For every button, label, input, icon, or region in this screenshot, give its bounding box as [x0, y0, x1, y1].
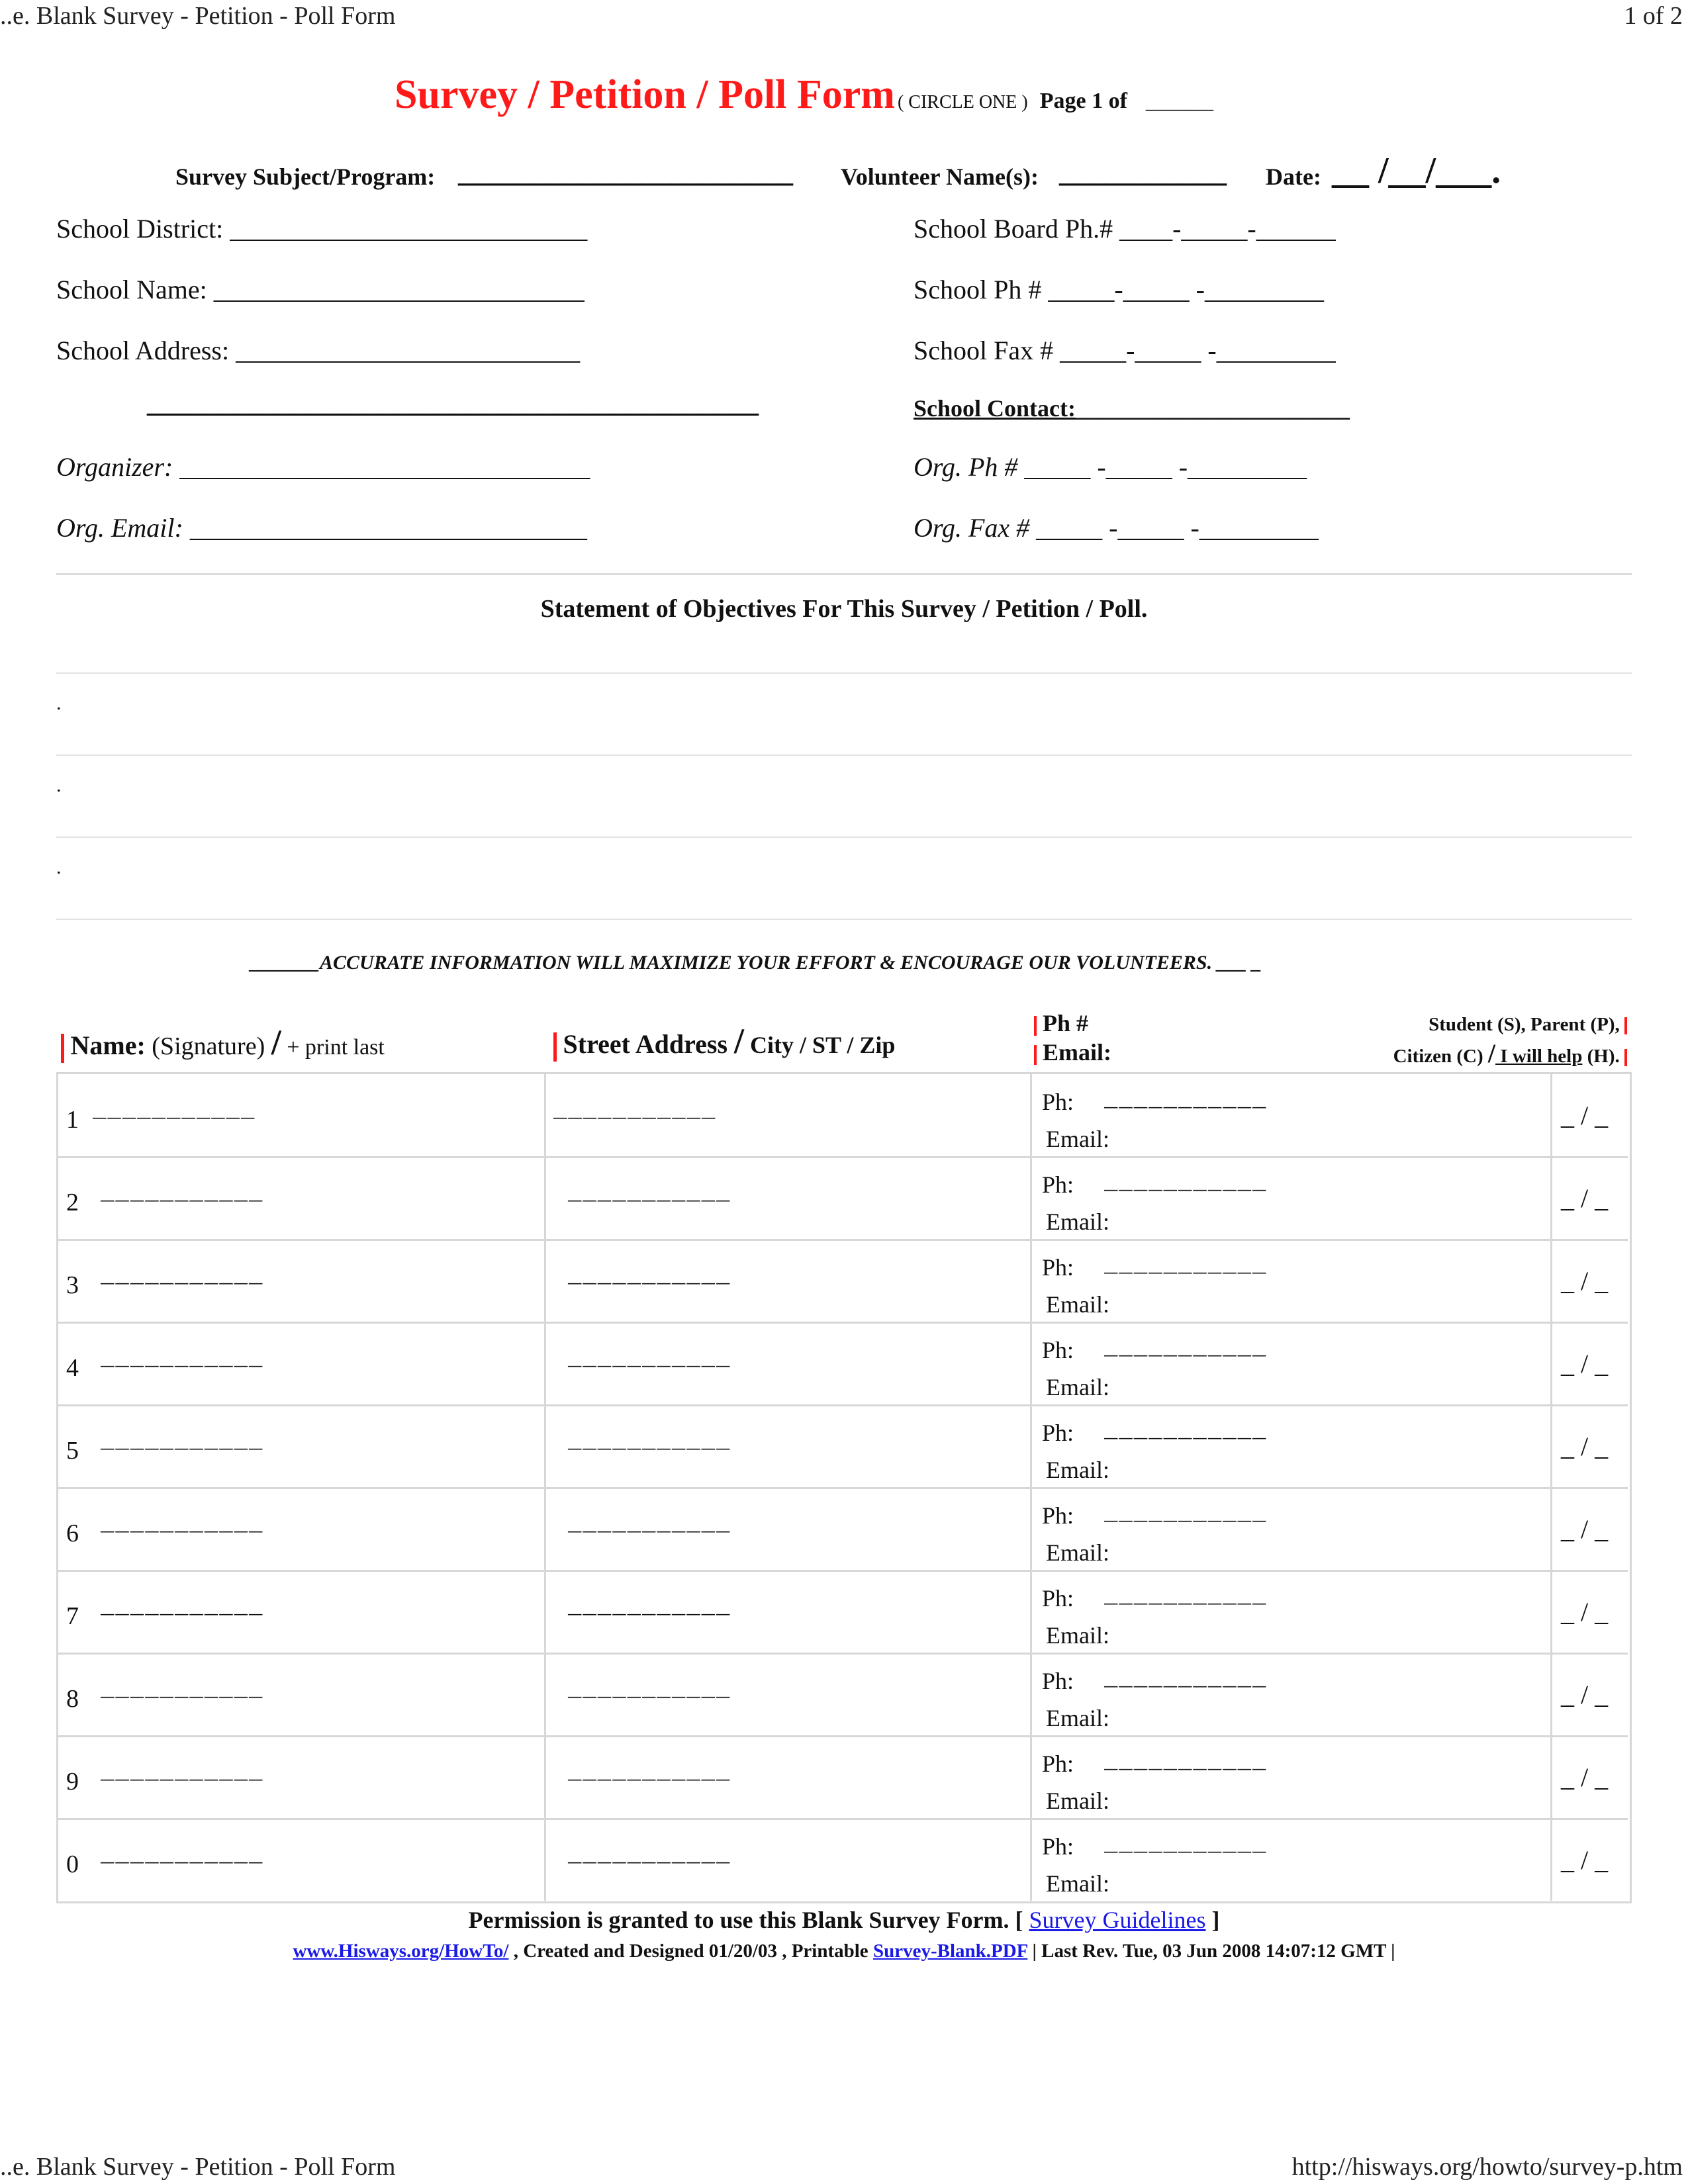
- row-phone-field[interactable]: ___________: [1104, 1750, 1268, 1775]
- row-divider: [58, 1404, 1628, 1406]
- row-number: 0: [66, 1850, 79, 1878]
- row-phone-label: Ph:: [1042, 1833, 1074, 1860]
- row-status-field[interactable]: _ / _: [1561, 1349, 1609, 1379]
- permission-statement: Permission is granted to use this Blank Survey Form. [: [468, 1907, 1029, 1933]
- row-phone-field[interactable]: ___________: [1104, 1502, 1268, 1527]
- hisways-link[interactable]: www.Hisways.org/HowTo/: [293, 1940, 509, 1962]
- row-phone-label: Ph:: [1042, 1585, 1074, 1612]
- row-divider: [58, 1239, 1628, 1241]
- objectives-rule: [56, 754, 1632, 756]
- row-phone-label: Ph:: [1042, 1254, 1074, 1281]
- row-phone-field[interactable]: ___________: [1104, 1833, 1268, 1858]
- date-line[interactable]: __ /__/___.: [1332, 150, 1501, 191]
- print-footer-title: ..e. Blank Survey - Petition - Poll Form: [0, 2153, 396, 2181]
- school-district-field[interactable]: School District: ___________________________: [56, 214, 588, 244]
- row-number: 5: [66, 1437, 79, 1465]
- col-header-contact: [1034, 1009, 1111, 1067]
- col-header-name-slash: /: [271, 1023, 281, 1062]
- row-number: 6: [66, 1520, 79, 1547]
- row-number: 9: [66, 1768, 79, 1796]
- row-name-field[interactable]: ___________: [101, 1760, 264, 1786]
- col-header-email: Email:: [1043, 1039, 1111, 1066]
- title-circle-one: ( CIRCLE ONE ): [897, 92, 1028, 113]
- row-phone-label: Ph:: [1042, 1668, 1074, 1694]
- red-bar-marker: [553, 1032, 557, 1062]
- row-status-field[interactable]: _ / _: [1561, 1514, 1609, 1544]
- objectives-line[interactable]: .: [56, 774, 62, 796]
- col-header-address-slash: /: [734, 1021, 745, 1061]
- row-phone-label: Ph:: [1042, 1089, 1074, 1115]
- title-main: Survey / Petition / Poll Form: [395, 72, 895, 117]
- red-bar-marker: [61, 1034, 64, 1063]
- row-address-field[interactable]: ___________: [568, 1678, 731, 1703]
- row-name-field[interactable]: ___________: [101, 1843, 264, 1868]
- permission-end: ]: [1205, 1907, 1220, 1933]
- col-header-address-rest: City / ST / Zip: [744, 1032, 896, 1058]
- col-header-status: [1393, 1010, 1627, 1071]
- col-header-name-print: + print last: [281, 1035, 385, 1060]
- section-divider: [56, 573, 1632, 575]
- row-address-field[interactable]: ___________: [568, 1430, 731, 1455]
- row-number: 7: [66, 1602, 79, 1630]
- row-status-field[interactable]: _ / _: [1561, 1762, 1609, 1792]
- school-board-phone-field[interactable]: School Board Ph.# ____-_____-______: [914, 214, 1336, 244]
- row-email-label[interactable]: Email:: [1046, 1291, 1109, 1318]
- print-header-page-count: 1 of 2: [1624, 2, 1683, 30]
- row-phone-field[interactable]: ___________: [1104, 1253, 1268, 1279]
- row-email-label[interactable]: Email:: [1046, 1457, 1109, 1483]
- row-divider: [58, 1653, 1628, 1655]
- row-divider: [58, 1818, 1628, 1820]
- row-phone-label: Ph:: [1042, 1337, 1074, 1363]
- col-header-name-rest: (Signature): [145, 1032, 271, 1060]
- row-address-field[interactable]: ___________: [553, 1099, 717, 1124]
- row-name-field[interactable]: ___________: [101, 1512, 264, 1537]
- row-phone-label: Ph:: [1042, 1502, 1074, 1529]
- objectives-rule: [56, 672, 1632, 674]
- org-email-field[interactable]: Org. Email: ______________________________: [56, 513, 587, 543]
- volunteer-label: Volunteer Name(s):: [841, 163, 1039, 190]
- row-address-field[interactable]: ___________: [568, 1264, 731, 1289]
- survey-pdf-link[interactable]: Survey-Blank.PDF: [872, 1940, 1028, 1962]
- row-status-field[interactable]: _ / _: [1561, 1432, 1609, 1461]
- red-bar-marker: [1624, 1017, 1627, 1034]
- row-status-field[interactable]: _ / _: [1561, 1183, 1609, 1213]
- row-name-field[interactable]: ___________: [101, 1430, 264, 1455]
- row-phone-label: Ph:: [1042, 1751, 1074, 1777]
- row-status-field[interactable]: _ / _: [1561, 1680, 1609, 1709]
- row-phone-field[interactable]: ___________: [1104, 1584, 1268, 1610]
- row-email-label[interactable]: Email:: [1046, 1374, 1109, 1400]
- row-name-field[interactable]: ___________: [101, 1595, 264, 1620]
- row-email-label[interactable]: Email:: [1046, 1539, 1109, 1566]
- row-phone-field[interactable]: ___________: [1104, 1667, 1268, 1692]
- volunteer-line[interactable]: ___________: [1059, 154, 1227, 188]
- col-header-status-citizen: Citizen (C): [1393, 1046, 1488, 1067]
- created-text: , Created and Designed 01/20/03 , Printable: [508, 1940, 873, 1962]
- row-status-field[interactable]: _ / _: [1561, 1845, 1609, 1875]
- form-title: [395, 71, 1213, 118]
- survey-subject-line[interactable]: ______________________: [458, 154, 793, 188]
- title-page: Page 1 of: [1039, 89, 1127, 113]
- row-name-field[interactable]: ___________: [101, 1181, 264, 1206]
- row-phone-label: Ph:: [1042, 1171, 1074, 1198]
- objectives-rule: [56, 837, 1632, 838]
- row-number: 4: [66, 1354, 79, 1382]
- col-header-name-bold: Name:: [70, 1030, 146, 1060]
- col-header-status-line1: Student (S), Parent (P),: [1429, 1014, 1620, 1035]
- col-header-address: [553, 1021, 895, 1062]
- row-address-field[interactable]: ___________: [568, 1181, 731, 1206]
- row-status-field[interactable]: _ / _: [1561, 1266, 1609, 1296]
- red-bar-marker: [1034, 1016, 1037, 1036]
- row-number: 8: [66, 1685, 79, 1713]
- row-status-field[interactable]: _ / _: [1561, 1597, 1609, 1627]
- school-address-field[interactable]: School Address: __________________________: [56, 336, 581, 365]
- title-page-blank: ______: [1145, 89, 1213, 113]
- row-address-field[interactable]: ___________: [568, 1595, 731, 1620]
- row-address-field[interactable]: ___________: [568, 1760, 731, 1786]
- row-phone-field[interactable]: ___________: [1104, 1419, 1268, 1444]
- row-email-label[interactable]: Email:: [1046, 1208, 1109, 1235]
- col-header-status-end: (H).: [1582, 1046, 1620, 1067]
- red-bar-marker: [1624, 1049, 1627, 1066]
- credits-line: [0, 1940, 1688, 1962]
- objectives-rule: [56, 919, 1632, 920]
- organizer-field[interactable]: Organizer: _______________________________: [56, 452, 590, 482]
- row-email-label[interactable]: Email:: [1046, 1622, 1109, 1649]
- col-header-ph: Ph #: [1043, 1010, 1089, 1036]
- row-name-field[interactable]: ___________: [101, 1347, 264, 1372]
- school-address-line2[interactable]: __________________________________________: [147, 386, 759, 418]
- school-contact-field[interactable]: [914, 394, 1350, 422]
- row-status-field[interactable]: _ / _: [1561, 1101, 1609, 1130]
- row-email-label[interactable]: Email:: [1046, 1870, 1109, 1897]
- row-phone-label: Ph:: [1042, 1420, 1074, 1446]
- col-header-address-bold: Street Address: [563, 1029, 735, 1059]
- date-label: Date:: [1266, 163, 1321, 190]
- objectives-line[interactable]: .: [56, 856, 62, 878]
- row-email-label[interactable]: Email:: [1046, 1126, 1109, 1152]
- school-name-field[interactable]: School Name: ____________________________: [56, 275, 585, 304]
- school-contact-line: _______________________: [1076, 395, 1350, 422]
- row-divider: [58, 1570, 1628, 1572]
- print-footer-url: http://hisways.org/howto/survey-p.htm: [1291, 2153, 1683, 2181]
- objectives-line[interactable]: .: [56, 692, 62, 714]
- school-phone-field[interactable]: School Ph # _____-_____ -_________: [914, 275, 1324, 304]
- col-header-name: [61, 1022, 385, 1063]
- print-header-title: ..e. Blank Survey - Petition - Poll Form: [0, 2, 396, 30]
- row-phone-field[interactable]: ___________: [1104, 1088, 1268, 1113]
- row-phone-field[interactable]: ___________: [1104, 1171, 1268, 1196]
- row-name-field[interactable]: ___________: [101, 1264, 264, 1289]
- row-divider: [58, 1487, 1628, 1489]
- permission-text: [0, 1906, 1688, 1934]
- school-fax-field[interactable]: School Fax # _____-_____ -_________: [914, 336, 1336, 365]
- org-phone-field[interactable]: Org. Ph # _____ -_____ -_________: [914, 452, 1307, 482]
- objectives-heading: Statement of Objectives For This Survey / Petition / Poll.: [540, 595, 1148, 623]
- row-divider: [58, 1322, 1628, 1324]
- row-number: 2: [66, 1189, 79, 1216]
- row-address-field[interactable]: ___________: [568, 1347, 731, 1372]
- row-number: 3: [66, 1271, 79, 1299]
- row-divider: [58, 1156, 1628, 1158]
- last-revised-text: | Last Rev. Tue, 03 Jun 2008 14:07:12 GMT |: [1027, 1940, 1395, 1962]
- row-name-field[interactable]: ___________: [93, 1099, 256, 1124]
- accuracy-notice: _______ACCURATE INFORMATION WILL MAXIMIZE YOUR EFFORT & ENCOURAGE OUR VOLUNTEERS. ___ _: [250, 952, 1262, 974]
- red-bar-marker: [1034, 1045, 1037, 1065]
- row-address-field[interactable]: ___________: [568, 1843, 731, 1868]
- school-contact-label: School Contact:: [914, 395, 1076, 422]
- col-header-status-slash: /: [1487, 1038, 1496, 1068]
- row-email-label[interactable]: Email:: [1046, 1705, 1109, 1731]
- row-number: 1: [66, 1106, 79, 1134]
- row-name-field[interactable]: ___________: [101, 1678, 264, 1703]
- row-email-label[interactable]: Email:: [1046, 1788, 1109, 1814]
- org-fax-field[interactable]: Org. Fax # _____ -_____ -_________: [914, 513, 1319, 543]
- survey-guidelines-link[interactable]: Survey Guidelines: [1029, 1907, 1206, 1933]
- survey-subject-label: Survey Subject/Program:: [175, 163, 436, 190]
- col-header-status-help: I will help: [1495, 1046, 1583, 1067]
- row-phone-field[interactable]: ___________: [1104, 1336, 1268, 1361]
- row-divider: [58, 1735, 1628, 1737]
- row-address-field[interactable]: ___________: [568, 1512, 731, 1537]
